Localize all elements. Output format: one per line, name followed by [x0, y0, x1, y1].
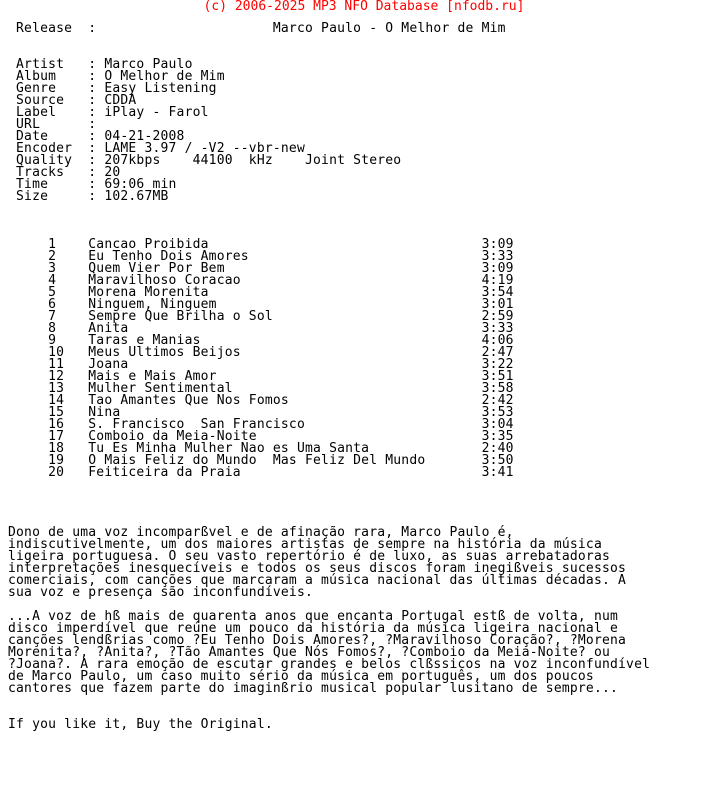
site-banner: (c) 2006-2025 MP3 NFO Database [nfodb.ru]: [203, 0, 525, 14]
nfo-text-block: Release : Marco Paulo - O Melhor de Mim Artist : Marco Paulo Album : O Melhor de Mim Genre : Easy Listening Source : CDDA Label : iPlay - Farol URL : Date : 04-21-2008 Encoder : LAME 3.97 / -V2 --vbr-new Quality : 207kbps 44100 kHz Joint Stereo Tracks : 20 Time : 69:06 min Size : 102.67MB 1 Cancao Proibida 3:09 2 Eu Tenho Dois Amores 3:33 3 Quem Vier Por Bem 3:09 4 Maravilhoso Coracao 4:19 5 Morena Morenita 3:54 6 Ninguem, Ninguem 3:01 7 Sempre Que Brilha o Sol 2:59 8 Anita 3:33 9 Taras e Manias 4:06 10 Meus Ultimos Beijos 2:47 11 Joana 3:22 12 Mais e Mais Amor 3:51 13 Mulher Sentimental 3:58 14 Tao Amantes Que Nos Fomos 2:42 15 Nina 3:53 16 S. Francisco San Francisco 3:04 17 Comboio da Meia-Noite 3:35 18 Tu Es Minha Mulher Nao es Uma Santa 2:40 19 O Mais Feliz do Mundo Mas Feliz Del Mundo 3:50 20 Feiticeira da Praia 3:41 Dono de uma voz incomparßvel e de afinação rara, Marco Paulo é, indiscutivelmente, um dos maiores artistas de sempre na história da música ligeira portuguesa. O seu vasto repertório é de luxo, as suas arrebatadoras interpretações inesquecíveis e todos os seus discos foram inegißveis sucessos comerciais, com canções que marcaram a música nacional das últimas décadas. A sua voz e presença são inconfundíveis. ...A voz de hß mais de quarenta anos que encanta Portugal estß de volta, num disco imperdível que reúne um pouco da história da música ligeira nacional e canções lendßrias como ?Eu Tenho Dois Amores?, ?Maravilhoso Coração?, ?Morena Morenita?, ?Anita?, ?Tão Amantes Que Nós Fomos?, ?Comboio da Meia-Noite? ou ?Joana?. A rara emoção de escutar grandes e belos clßssicos na voz inconfundível de Marco Paulo, um caso muito sério da música em português, um dos poucos cantores que fazem parte do imaginßrio musical popular lusitano de sempre... If you like it, Buy the Original.: [8, 21, 651, 732]
